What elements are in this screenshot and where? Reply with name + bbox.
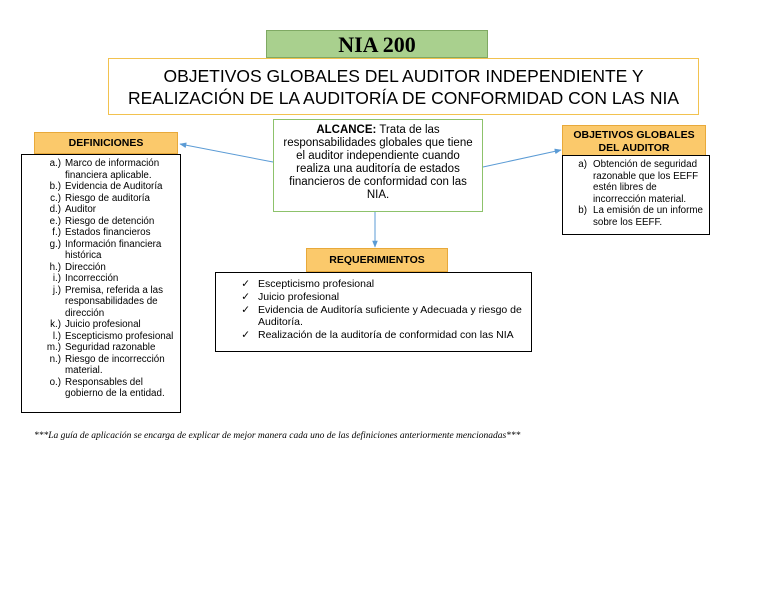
scope-text: Trata de las responsabilidades globales que tiene el auditor independiente cuando realiza una auditoría de estados financieros de conformidad con las NIA. [283, 124, 473, 201]
requirements-label: REQUERIMIENTOS [306, 248, 448, 272]
requirement-item [222, 291, 527, 304]
definition-item-marker: a.) [49, 158, 61, 169]
definition-item-text: Información financiera histórica [65, 238, 162, 261]
subtitle-line: OBJETIVOS GLOBALES DEL AUDITOR INDEPENDIENTE Y [163, 66, 644, 86]
definition-item-text: Dirección [65, 261, 106, 273]
scope-label: ALCANCE: [316, 124, 377, 136]
definition-item [28, 216, 178, 228]
requirement-item [222, 329, 527, 342]
requirement-item-text: Escepticismo profesional [258, 278, 375, 290]
definition-item [28, 262, 178, 274]
definition-item-text: Incorrección [65, 273, 119, 284]
definition-item-marker: b.) [49, 181, 61, 192]
definition-item [28, 204, 178, 216]
definition-item-marker: f.) [52, 227, 61, 238]
definition-item-text: Juicio profesional [65, 319, 141, 330]
definition-item-marker: k.) [50, 319, 61, 330]
definition-item-marker: n.) [49, 353, 61, 365]
definitions-label: DEFINICIONES [34, 132, 178, 154]
definition-item-marker: o.) [49, 376, 61, 388]
requirement-item-text: Realización de la auditoría de conformidad con las NIA [258, 329, 514, 342]
objective-item-marker: a) [578, 159, 587, 170]
definition-item-text: Riesgo de auditoría [65, 192, 150, 204]
definition-item [28, 319, 178, 331]
definition-item [28, 227, 178, 239]
arrow-to-definitions [180, 144, 273, 162]
requirement-item-text: Juicio profesional [258, 290, 340, 303]
definition-item-marker: j.) [52, 284, 61, 296]
arrow-to-objectives [483, 150, 561, 167]
definition-item [28, 285, 178, 320]
definition-item [28, 239, 178, 262]
subtitle-line: REALIZACIÓN DE LA AUDITORÍA DE CONFORMIDAD CON LAS NIA [127, 88, 680, 108]
definition-item [28, 331, 178, 343]
definition-item-text: Riesgo de incorrección material. [65, 353, 165, 376]
definition-item-text: Riesgo de detención [65, 215, 155, 227]
definition-item-text: Marco de información financiera aplicable. [65, 158, 160, 181]
page-title: NIA 200 [266, 30, 488, 58]
definition-item [28, 377, 178, 400]
objectives-label-line: DEL AUDITOR [598, 142, 670, 154]
requirement-item-text: Evidencia de Auditoría suficiente y Adecuada y riesgo de Auditoría. [258, 303, 522, 329]
requirement-item-marker: ✓ [241, 290, 250, 303]
subtitle-box [108, 58, 699, 115]
objective-item-text: La emisión de un informe sobre los EEFF. [593, 205, 704, 228]
requirements-list [215, 272, 532, 352]
objective-item [569, 205, 705, 228]
scope-box [273, 119, 483, 212]
definition-item-marker: m.) [46, 342, 61, 353]
definition-item-marker: h.) [49, 261, 61, 273]
definition-item-text: Premisa, referida a las responsabilidades de dirección [65, 284, 164, 319]
objectives-label [562, 125, 706, 157]
objectives-label-line: OBJETIVOS GLOBALES [573, 129, 695, 141]
definition-item-marker: g.) [49, 238, 61, 250]
objective-item-marker: b) [578, 205, 587, 216]
definitions-list [21, 154, 181, 413]
requirement-item-marker: ✓ [241, 303, 250, 316]
objective-item [569, 159, 705, 205]
definition-item [28, 193, 178, 205]
definition-item-marker: l.) [52, 330, 61, 342]
definition-item-marker: c.) [50, 192, 61, 204]
requirement-item [222, 278, 527, 291]
definition-item-text: Auditor [65, 204, 97, 215]
definition-item-text: Estados financieros [65, 227, 151, 238]
definition-item [28, 354, 178, 377]
requirement-item-marker: ✓ [241, 329, 250, 342]
definition-item-text: Escepticismo profesional [65, 330, 174, 342]
definition-item-marker: i.) [52, 273, 61, 284]
definition-item-marker: e.) [49, 215, 61, 227]
definition-item [28, 273, 178, 285]
definition-item [28, 181, 178, 193]
definition-item-text: Responsables del gobierno de la entidad. [65, 376, 165, 399]
footnote: ***La guía de aplicación se encarga de explicar de mejor manera cada uno de las definiciones anteriormente mencionadas*** [34, 431, 521, 441]
objectives-list [562, 155, 710, 235]
definition-item-text: Seguridad razonable [65, 342, 156, 353]
objective-item-text: Obtención de seguridad razonable que los EEFF estén libres de incorrección material. [593, 159, 699, 205]
requirement-item-marker: ✓ [241, 278, 250, 290]
requirement-item [222, 304, 527, 330]
definition-item-marker: d.) [49, 204, 61, 215]
definition-item [28, 342, 178, 354]
definition-item [28, 158, 178, 181]
definition-item-text: Evidencia de Auditoría [65, 181, 163, 192]
